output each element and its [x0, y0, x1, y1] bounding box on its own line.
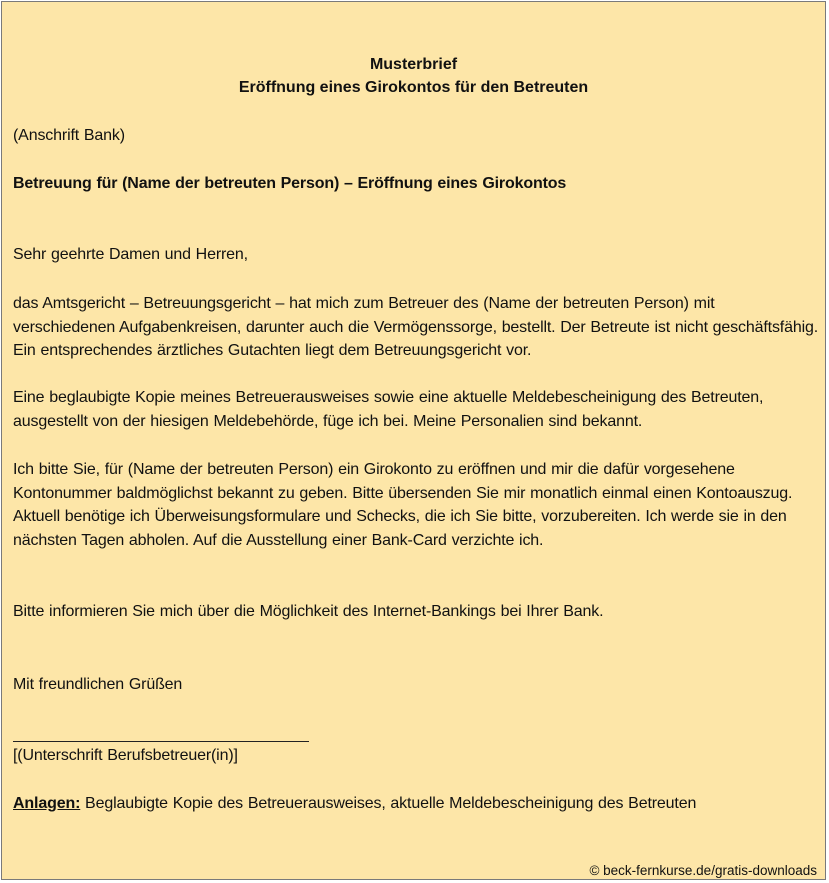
attachments-label: Anlagen:	[13, 795, 81, 812]
bank-address: (Anschrift Bank)	[13, 127, 125, 144]
letter-title	[2, 53, 825, 99]
subject-line: Betreuung für (Name der betreuten Person) – Eröffnung eines Girokontos	[13, 175, 567, 192]
attachments-text: Beglaubigte Kopie des Betreuerausweises, aktuelle Meldebescheinigung des Betreuten	[80, 795, 697, 812]
copyright-notice: © beck-fernkurse.de/gratis-downloads	[589, 863, 817, 878]
closing-greeting: Mit freundlichen Grüßen	[13, 676, 183, 693]
paragraph-2: Eine beglaubigte Kopie meines Betreuerausweises sowie eine aktuelle Meldebescheinigung des Betreuten, ausgestellt von der hiesigen Meldebehörde, füge ich bei. Meine Personalien sind bekannt.	[13, 389, 764, 430]
title-line-2: Eröffnung eines Girokontos für den Betreuten	[238, 79, 589, 96]
paragraph-1: das Amtsgericht – Betreuungsgericht – hat mich zum Betreuer des (Name der betreuten Person) mit verschiedenen Aufgabenkreisen, darunter auch die Vermögenssorge, bestellt. Der Betreute ist nicht geschäftsfähig. Ein entsprechendes ärztliches Gutachten liegt dem Betreuungsgericht vor.	[13, 295, 819, 359]
salutation: Sehr geehrte Damen und Herren,	[13, 246, 248, 263]
paragraph-3: Ich bitte Sie, für (Name der betreuten Person) ein Girokonto zu eröffnen und mir die dafür vorgesehene Kontonummer baldmöglichst bekannt zu geben. Bitte übersenden Sie mir monatlich einmal einen Kontoauszug. Aktuell benötige ich Überweisungsformulare und Schecks, die ich Sie bitte, vorzubereiten. Ich werde sie in den nächsten Tagen abholen. Auf die Ausstellung einer Bank-Card verzichte ich.	[13, 461, 793, 549]
paragraph-4: Bitte informieren Sie mich über die Möglichkeit des Internet-Bankings bei Ihrer Bank.	[13, 603, 604, 620]
signature-placeholder: [(Unterschrift Berufsbetreuer(in)]	[13, 747, 238, 764]
title-line-1: Musterbrief	[369, 56, 458, 73]
letter-page	[1, 1, 826, 880]
signature-line	[13, 741, 309, 742]
attachments	[13, 792, 819, 816]
